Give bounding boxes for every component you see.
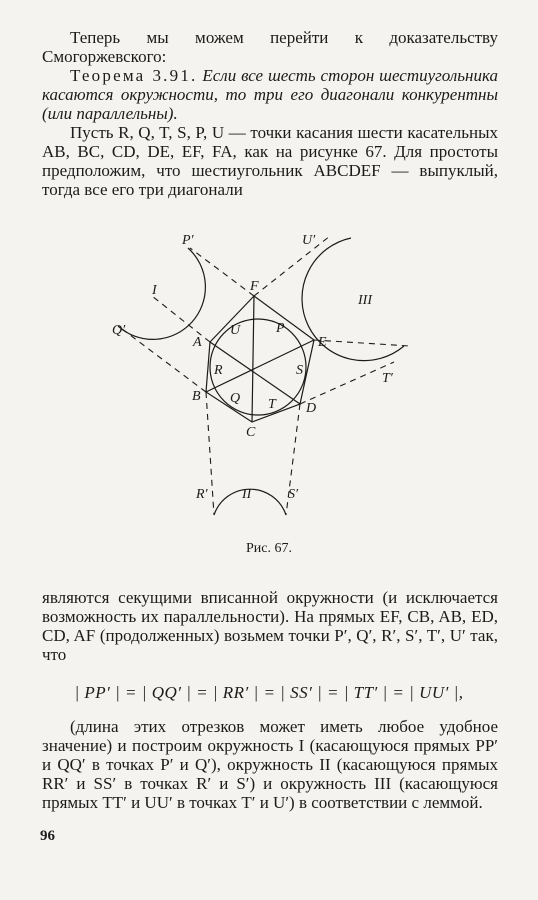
label-Q-prime: Q′ [112, 323, 126, 338]
label-T: T [268, 397, 276, 412]
label-Q: Q [230, 391, 241, 406]
label-F: F [250, 279, 259, 294]
label-U-prime: U′ [302, 233, 316, 248]
intro-paragraph: Теперь мы можем перейти к доказательству Смогоржевского: [42, 28, 498, 66]
closing-paragraph: (длина этих отрезков может иметь любое удобное значение) и построим окружность I (касающуюся прямых PP′ и QQ′ в точках P′ и Q′), окружность II (касающуюся прямых RR′ и SS′ в точках R′ и S′) и окружность III (касающуюся прямых TT′ и UU′ в точках T′ и U′) в соответствии с леммой. [42, 717, 498, 812]
label-R: R [214, 363, 223, 378]
label-C: C [246, 425, 256, 440]
circle-I [118, 248, 205, 339]
label-circle-II: II [242, 487, 252, 502]
label-circle-III: III [358, 293, 372, 308]
diagonal-CF [252, 296, 254, 422]
theorem-paragraph [42, 66, 498, 123]
label-D: D [306, 401, 317, 416]
label-T-prime: T′ [382, 371, 393, 386]
theorem-label: Теорема 3.91. [70, 66, 198, 85]
continuation-paragraph: являются секущими вписанной окружности (и исключается возможность их параллельности). На прямых EF, CB, AB, ED, CD, AF (продолженных) возьмем точки P′, Q′, R′, S′, T′, U′ так, что [42, 588, 498, 664]
label-P-prime: P′ [182, 233, 194, 248]
diagonal-AD [210, 342, 300, 404]
line-ET [314, 340, 410, 346]
figure-caption: Рис. 67. [246, 541, 292, 556]
label-B: B [192, 389, 201, 404]
label-S-prime: S′ [288, 487, 299, 502]
label-A: A [193, 335, 202, 350]
page-number: 96 [40, 828, 55, 844]
equality-formula: | PP′ | = | QQ′ | = | RR′ | = | SS′ | = | TT′ | = | UU′ |, [74, 683, 464, 702]
line-DT [300, 362, 394, 404]
label-circle-I: I [152, 283, 157, 298]
label-R-prime: R′ [196, 487, 208, 502]
label-S: S [296, 363, 303, 378]
line-FP [190, 248, 254, 296]
line-FU [254, 236, 330, 296]
label-P: P [276, 321, 285, 336]
label-E: E [318, 335, 327, 350]
figure-67 [0, 222, 538, 552]
proof-paragraph: Пусть R, Q, T, S, P, U — точки касания шести касательных AB, BC, CD, DE, EF, FA, как на рисунке 67. Для простоты предположим, что шестиугольник ABCDEF — выпуклый, тогда все его три диагонали [42, 123, 498, 199]
theorem-statement: Если все шесть сторон шестиугольника касаются окружности, то три его диагонали конкурентны (или параллельны). [42, 66, 498, 123]
label-U: U [230, 323, 241, 338]
